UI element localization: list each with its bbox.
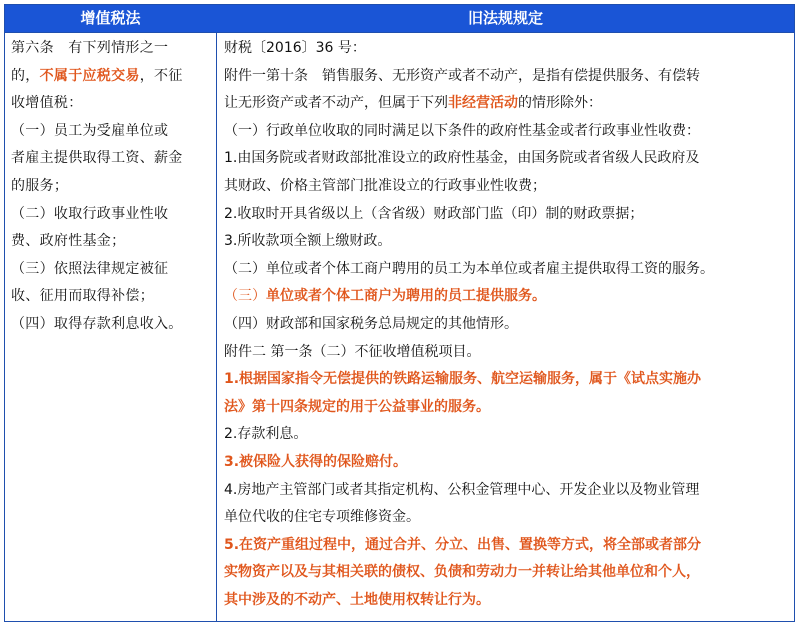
- intro-text-tail: ，不征: [139, 67, 183, 84]
- reg-line-3-text: 让无形资产或者不动产，但属于下列: [224, 95, 448, 112]
- reg-line-10: [224, 283, 790, 311]
- header-vat-law: 增值税法: [80, 9, 141, 27]
- item-4-line: （四）取得存款利息收入。: [11, 315, 183, 332]
- reg-line-21: 其中涉及的不动产、土地使用权转让行为。: [224, 591, 490, 608]
- reg-line-20: 实物资产以及与其相关联的债权、负债和劳动力一并转让给其他单位和个人，: [224, 564, 700, 581]
- reg-line-4: （一）行政单位收取的同时满足以下条件的政府性基金或者行政事业性收费：: [224, 122, 700, 139]
- highlight-non-business: 非经营活动: [448, 95, 518, 112]
- reg-line-6: 其财政、价格主管部门批准设立的行政事业性收费；: [224, 177, 546, 194]
- item-2-line-1: （二）收取行政事业性收: [11, 205, 169, 222]
- highlight-employer-service: 单位或者个体工商户为聘用的员工提供服务。: [266, 288, 546, 305]
- highlight-not-taxable: 不属于应税交易: [39, 67, 140, 84]
- reg-line-7: 2.收取时开具省级以上（含省级）财政部门监（印）制的财政票据；: [224, 205, 644, 222]
- item-3-line-2: 收、征用而取得补偿；: [11, 288, 154, 305]
- reg-line-8: 3.所收款项全额上缴财政。: [224, 233, 392, 250]
- reg-line-9: （二）单位或者个体工商户聘用的员工为本单位或者雇主提供取得工资的服务。: [224, 260, 714, 277]
- reg-line-15: 2.存款利息。: [224, 426, 308, 443]
- intro-text: 的，: [11, 67, 40, 84]
- column-divider: [216, 32, 217, 621]
- reg-line-10-prefix: （三）: [224, 288, 266, 305]
- reg-line-3-tail: 的情形除外：: [518, 95, 602, 112]
- item-1-line-1: （一）员工为受雇单位或: [11, 122, 169, 139]
- reg-line-14: 法》第十四条规定的用于公益事业的服务。: [224, 398, 490, 415]
- item-1-line-2: 者雇主提供取得工资、薪金: [11, 150, 183, 167]
- reg-line-11: （四）财政部和国家税务总局规定的其他情形。: [224, 315, 518, 332]
- reg-line-1: 财税〔2016〕36 号：: [224, 40, 366, 56]
- reg-line-12: 附件二 第一条（二）不征收增值税项目。: [224, 343, 481, 360]
- vat-law-cell: [11, 35, 211, 339]
- reg-line-17: 4.房地产主管部门或者其指定机构、公积金管理中心、开发企业以及物业管理: [224, 481, 700, 498]
- article-intro-line-1: 第六条 有下列情形之一: [11, 40, 169, 56]
- article-intro-line-2: [11, 63, 211, 91]
- old-regulations-cell: [224, 35, 790, 614]
- table-header: [5, 5, 794, 32]
- item-1-line-3: 的服务；: [11, 177, 69, 194]
- reg-line-19: 5.在资产重组过程中，通过合并、分立、出售、置换等方式，将全部或者部分: [224, 536, 702, 553]
- reg-line-13: 1.根据国家指令无偿提供的铁路运输服务、航空运输服务，属于《试点实施办: [224, 371, 702, 388]
- reg-line-5: 1.由国务院或者财政部批准设立的政府性基金，由国务院或者省级人民政府及: [224, 150, 700, 167]
- article-intro-line-3: 收增值税：: [11, 95, 83, 112]
- reg-line-2: 附件一第十条 销售服务、无形资产或者不动产，是指有偿提供服务、有偿转: [224, 67, 700, 84]
- reg-line-3: [224, 90, 790, 118]
- comparison-table: [4, 4, 795, 622]
- item-2-line-2: 费、政府性基金；: [11, 233, 126, 250]
- header-divider: [5, 32, 794, 33]
- header-old-regulations: 旧法规规定: [467, 9, 543, 27]
- reg-line-18: 单位代收的住宅专项维修资金。: [224, 509, 420, 526]
- item-3-line-1: （三）依照法律规定被征: [11, 260, 169, 277]
- reg-line-16: 3.被保险人获得的保险赔付。: [224, 453, 408, 470]
